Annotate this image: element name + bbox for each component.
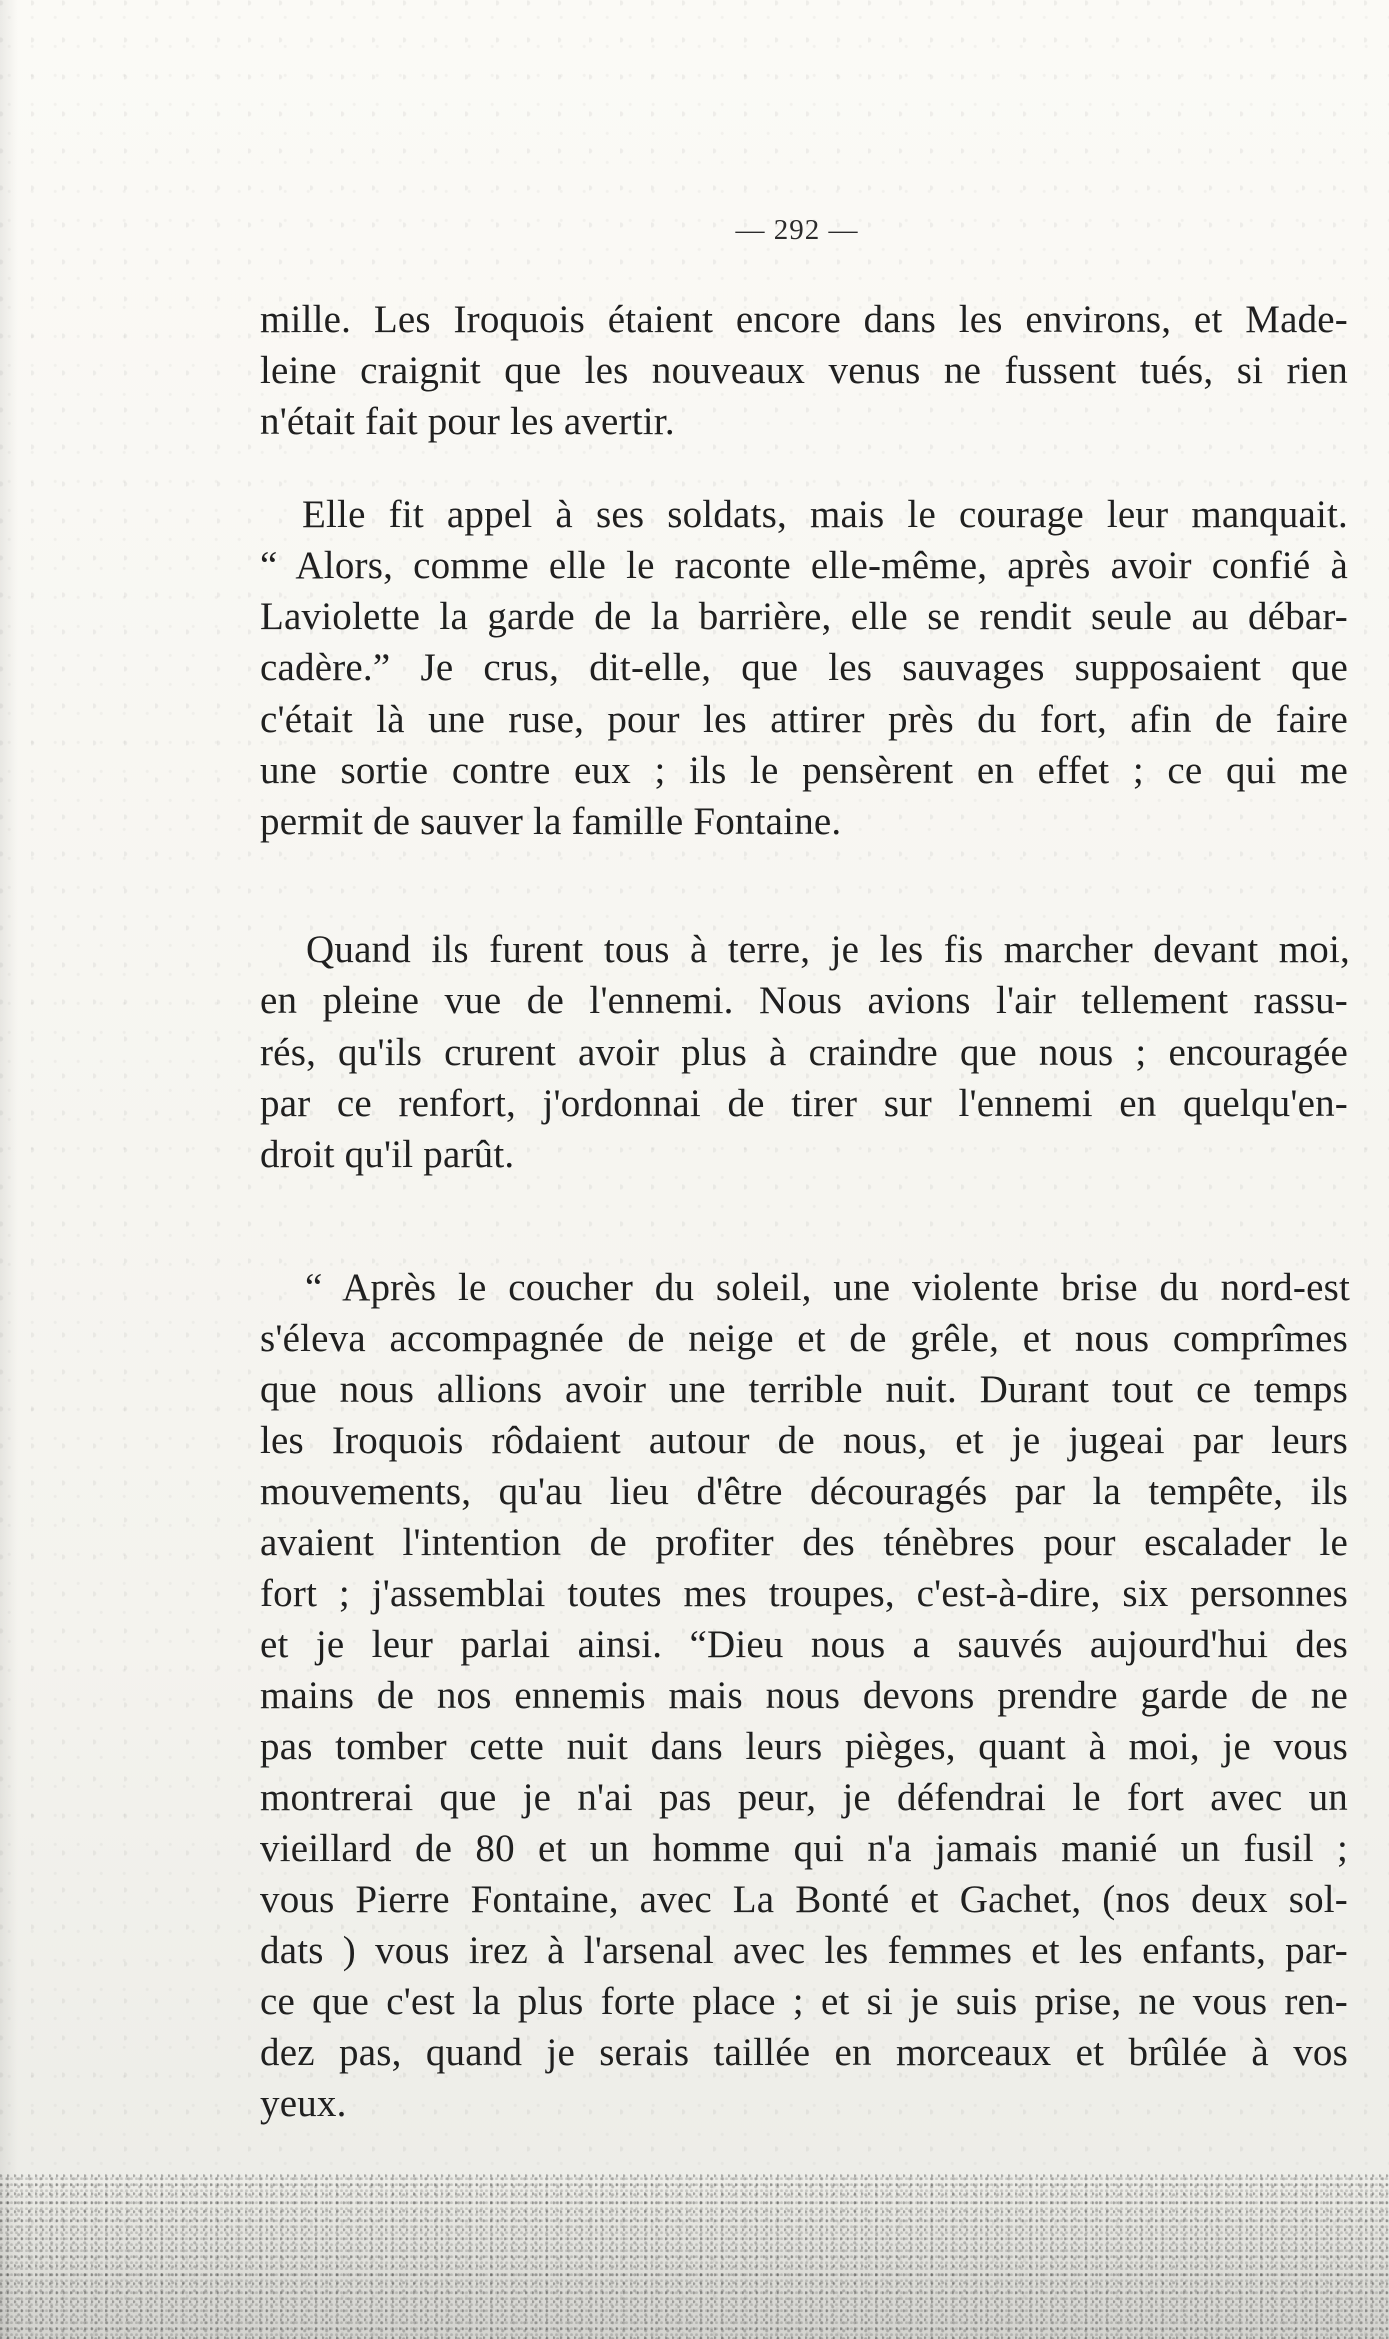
paragraph-4-line-5: mouvements, qu'au lieu d'être découragés par la tempête, ils [260, 1470, 1348, 1513]
paragraph-4-line-15: ce que c'est la plus forte place ; et si je suis prise, ne vous ren- [260, 1980, 1348, 2023]
paragraph-4-line-10: pas tomber cette nuit dans leurs pièges, quant à moi, je vous [260, 1725, 1348, 1768]
paragraph-4-line-3: que nous allions avoir une terrible nuit. Durant tout ce temps [260, 1368, 1348, 1411]
paragraph-4-line-11: montrerai que je n'ai pas peur, je défendrai le fort avec un [260, 1776, 1348, 1819]
paragraph-2-line-4: cadère.” Je crus, dit-elle, que les sauvages supposaient que [260, 646, 1348, 689]
paragraph-1-line-2: leine craignit que les nouveaux venus ne fussent tués, si rien [260, 349, 1348, 392]
paragraph-4-line-7: fort ; j'assemblai toutes mes troupes, c'est-à-dire, six personnes [260, 1572, 1348, 1615]
paragraph-4-line-12: vieillard de 80 et un homme qui n'a jamais manié un fusil ; [260, 1827, 1348, 1870]
paragraph-2-line-3: Laviolette la garde de la barrière, elle se rendit seule au débar- [260, 595, 1348, 638]
paragraph-4-line-6: avaient l'intention de profiter des ténèbres pour escalader le [260, 1521, 1348, 1564]
paragraph-4-line-1: “ Après le coucher du soleil, une violente brise du nord-est [305, 1266, 1350, 1309]
scan-left-edge-shadow [0, 0, 18, 2339]
paragraph-4-line-16: dez pas, quand je serais taillée en morceaux et brûlée à vos [260, 2031, 1348, 2074]
paragraph-2-line-5: c'était là une ruse, pour les attirer près du fort, afin de faire [260, 698, 1348, 741]
paragraph-4-line-13: vous Pierre Fontaine, avec La Bonté et Gachet, (nos deux sol- [260, 1878, 1348, 1921]
paragraph-4-line-9: mains de nos ennemis mais nous devons prendre garde de ne [260, 1674, 1348, 1717]
paragraph-3-line-1: Quand ils furent tous à terre, je les fis marcher devant moi, [306, 928, 1350, 971]
paragraph-4-line-8: et je leur parlai ainsi. “Dieu nous a sauvés aujourd'hui des [260, 1623, 1348, 1666]
paragraph-1-line-1: mille. Les Iroquois étaient encore dans les environs, et Made- [260, 298, 1348, 341]
paragraph-1-line-3: n'était fait pour les avertir. [260, 400, 675, 443]
paragraph-4-line-2: s'éleva accompagnée de neige et de grêle, et nous comprîmes [260, 1317, 1348, 1360]
paragraph-3-line-4: par ce renfort, j'ordonnai de tirer sur l'ennemi en quelqu'en- [260, 1082, 1348, 1125]
paragraph-4-line-17: yeux. [260, 2082, 347, 2125]
scan-noise-band [0, 2174, 1389, 2339]
paragraph-2-line-7: permit de sauver la famille Fontaine. [260, 800, 842, 843]
page-number: — 292 — [735, 214, 859, 246]
paragraph-4-line-14: dats ) vous irez à l'arsenal avec les femmes et les enfants, par- [260, 1929, 1348, 1972]
paragraph-2-line-6: une sortie contre eux ; ils le pensèrent en effet ; ce qui me [260, 749, 1348, 792]
paragraph-2-line-1: Elle fit appel à ses soldats, mais le courage leur manquait. [302, 493, 1348, 536]
paragraph-4-line-4: les Iroquois rôdaient autour de nous, et je jugeai par leurs [260, 1419, 1348, 1462]
paragraph-3-line-3: rés, qu'ils crurent avoir plus à craindre que nous ; encouragée [260, 1031, 1348, 1074]
paragraph-3-line-5: droit qu'il parût. [260, 1133, 515, 1176]
paragraph-3-line-2: en pleine vue de l'ennemi. Nous avions l'air tellement rassu- [260, 979, 1348, 1022]
paragraph-2-line-2: “ Alors, comme elle le raconte elle-même, après avoir confié à [260, 544, 1348, 587]
